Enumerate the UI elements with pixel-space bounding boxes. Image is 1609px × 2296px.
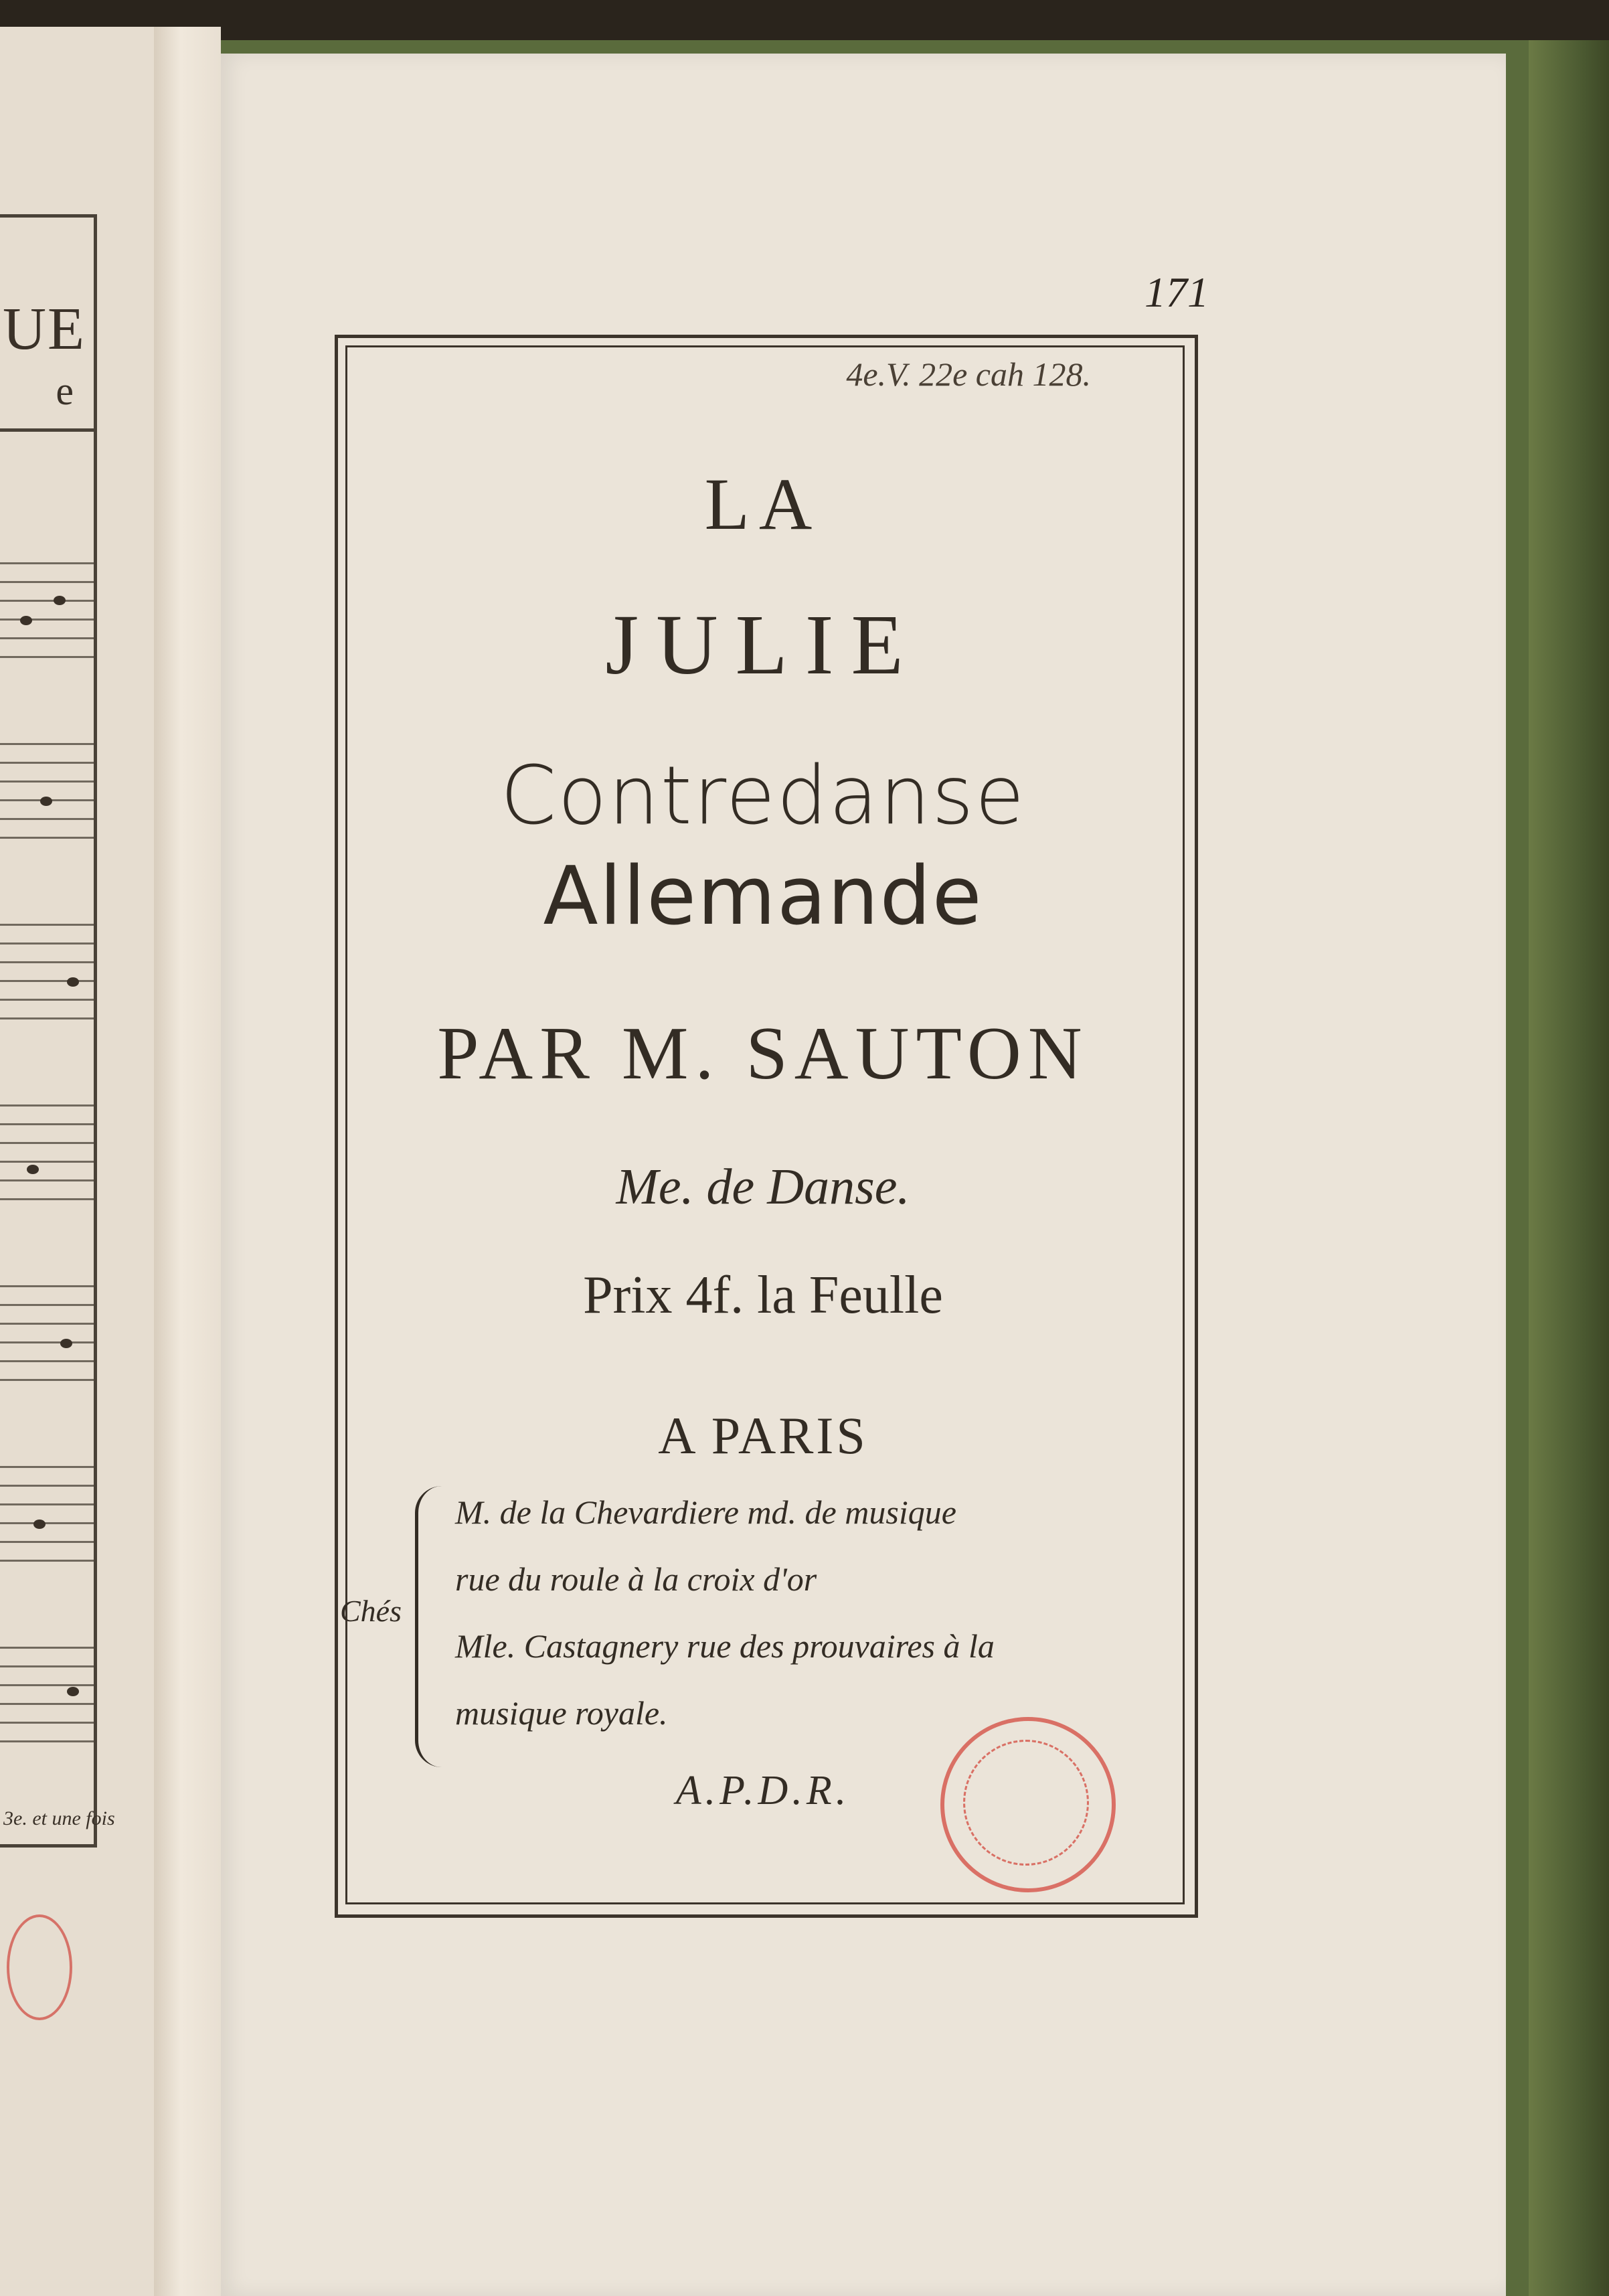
left-page-frame: [0, 214, 97, 1848]
music-note: [27, 1165, 39, 1174]
price: Prix 4f. la Feulle: [583, 1266, 943, 1325]
title-line-allemande: Allemande: [543, 850, 983, 943]
address-line-1: M. de la Chevardiere md. de musique: [455, 1493, 956, 1531]
music-note: [54, 596, 66, 605]
address-line-2: rue du roule à la croix d'or: [455, 1560, 817, 1598]
music-note: [67, 977, 79, 987]
page-frame-inner: [345, 345, 1185, 1904]
shelfmark: 4e.V. 22e cah 128.: [846, 355, 1091, 393]
left-page-header: [0, 221, 94, 432]
cover-edge: [1529, 40, 1609, 2296]
page-number: 171: [1145, 268, 1209, 316]
music-staff: [0, 1285, 94, 1386]
address-line-3: Mle. Castagnery rue des prouvaires à la: [455, 1627, 995, 1665]
city: A PARIS: [658, 1406, 868, 1465]
title-line-la: LA: [704, 463, 822, 545]
music-staff: [0, 1647, 94, 1747]
left-header-text: UE: [3, 296, 86, 362]
title-line-julie: JULIE: [605, 597, 921, 692]
author-role: Me. de Danse.: [616, 1159, 910, 1215]
music-note: [40, 797, 52, 806]
music-staff: [0, 1466, 94, 1566]
music-note: [20, 616, 32, 625]
left-footer-note: 3e. et une fois: [3, 1807, 115, 1829]
music-note: [33, 1520, 46, 1529]
left-header-sub: e: [56, 369, 74, 413]
address-line-4: musique royale.: [455, 1694, 668, 1732]
privilege-mark: A.P.D.R.: [675, 1768, 851, 1813]
ches-label: Chés: [340, 1594, 402, 1628]
book-gutter: [154, 27, 221, 2296]
music-note: [67, 1687, 79, 1696]
title-line-contredanse: Contredanse: [500, 750, 1026, 843]
music-staff: [0, 562, 94, 663]
library-stamp: [940, 1717, 1116, 1892]
left-facing-page: [0, 27, 157, 2296]
music-note: [60, 1339, 72, 1348]
music-staff: [0, 743, 94, 843]
music-staff: [0, 924, 94, 1024]
library-stamp-inner: [963, 1740, 1089, 1866]
music-staff: [0, 1104, 94, 1205]
library-stamp-left: [7, 1914, 72, 2020]
author: PAR M. SAUTON: [437, 1012, 1089, 1095]
address-brace: [415, 1486, 445, 1767]
